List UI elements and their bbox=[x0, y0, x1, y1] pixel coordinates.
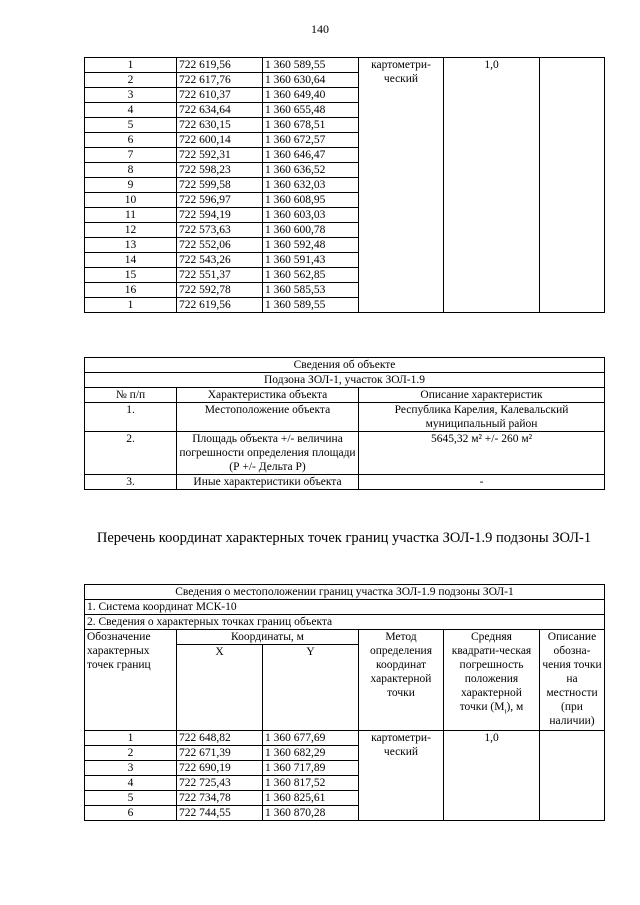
point-number: 5 bbox=[85, 118, 177, 133]
x-coordinate: 722 552,06 bbox=[177, 238, 263, 253]
point-number: 3 bbox=[85, 88, 177, 103]
point-number: 11 bbox=[85, 208, 177, 223]
characteristic-cell: Площадь объекта +/- величина погрешности определения площади (Р +/- Дельта Р) bbox=[177, 432, 359, 475]
x-coordinate: 722 598,23 bbox=[177, 163, 263, 178]
x-coordinate: 722 551,37 bbox=[177, 268, 263, 283]
x-coordinate: 722 543,26 bbox=[177, 253, 263, 268]
y-coordinate: 1 360 677,69 bbox=[263, 731, 359, 746]
point-number: 1 bbox=[85, 58, 177, 73]
header-number: № п/п bbox=[85, 388, 177, 403]
point-number: 7 bbox=[85, 148, 177, 163]
header-error: Средняя квадрати-ческая погрешность положения характерной точки $(M_t)$, м bbox=[444, 630, 540, 731]
x-coordinate: 722 600,14 bbox=[177, 133, 263, 148]
y-coordinate: 1 360 649,40 bbox=[263, 88, 359, 103]
header-characteristic: Характеристика объекта bbox=[177, 388, 359, 403]
y-coordinate: 1 360 636,52 bbox=[263, 163, 359, 178]
x-coordinate: 722 599,58 bbox=[177, 178, 263, 193]
point-number: 15 bbox=[85, 268, 177, 283]
row-number: 3. bbox=[85, 475, 177, 490]
y-coordinate: 1 360 562,85 bbox=[263, 268, 359, 283]
x-coordinate: 722 671,39 bbox=[177, 746, 263, 761]
point-number: 1 bbox=[85, 298, 177, 313]
points-info-line: 2. Сведения о характерных точках границ объекта bbox=[85, 615, 605, 630]
y-coordinate: 1 360 682,29 bbox=[263, 746, 359, 761]
y-coordinate: 1 360 678,51 bbox=[263, 118, 359, 133]
boundary-table-title: Сведения о местоположении границ участка ЗОЛ-1.9 подзоны ЗОЛ-1 bbox=[85, 585, 605, 600]
x-coordinate: 722 573,63 bbox=[177, 223, 263, 238]
x-coordinate: 722 744,55 bbox=[177, 806, 263, 821]
x-coordinate: 722 610,37 bbox=[177, 88, 263, 103]
y-coordinate: 1 360 632,03 bbox=[263, 178, 359, 193]
point-number: 13 bbox=[85, 238, 177, 253]
description-cell: 5645,32 м² +/- 260 м² bbox=[359, 432, 605, 475]
header-description: Описание обозна-чения точки на местности (при наличии) bbox=[540, 630, 605, 731]
error-cell: 1,0 bbox=[444, 731, 540, 821]
y-coordinate: 1 360 592,48 bbox=[263, 238, 359, 253]
point-number: 4 bbox=[85, 103, 177, 118]
object-info-title: Сведения об объекте bbox=[85, 358, 605, 373]
x-coordinate: 722 630,15 bbox=[177, 118, 263, 133]
x-coordinate: 722 592,78 bbox=[177, 283, 263, 298]
coordinates-table-continued bbox=[84, 57, 605, 313]
point-number: 16 bbox=[85, 283, 177, 298]
point-number: 6 bbox=[85, 806, 177, 821]
y-coordinate: 1 360 655,48 bbox=[263, 103, 359, 118]
error-cell: 1,0 bbox=[444, 58, 540, 313]
y-coordinate: 1 360 591,43 bbox=[263, 253, 359, 268]
coordinate-system-line: 1. Система координат МСК-10 bbox=[85, 600, 605, 615]
header-point: Обозначение характерных точек границ bbox=[85, 630, 177, 731]
coordinate-row bbox=[85, 731, 605, 746]
y-coordinate: 1 360 717,89 bbox=[263, 761, 359, 776]
x-coordinate: 722 619,56 bbox=[177, 58, 263, 73]
x-coordinate: 722 634,64 bbox=[177, 103, 263, 118]
x-coordinate: 722 648,82 bbox=[177, 731, 263, 746]
y-coordinate: 1 360 672,57 bbox=[263, 133, 359, 148]
y-coordinate: 1 360 825,61 bbox=[263, 791, 359, 806]
header-method: Метод определения координат характерной точки bbox=[359, 630, 444, 731]
object-info-subtitle: Подзона ЗОЛ-1, участок ЗОЛ-1.9 bbox=[85, 373, 605, 388]
y-coordinate: 1 360 817,52 bbox=[263, 776, 359, 791]
description-cell: Республика Карелия, Калевальский муниципальный район bbox=[359, 403, 605, 432]
point-number: 9 bbox=[85, 178, 177, 193]
y-coordinate: 1 360 589,55 bbox=[263, 298, 359, 313]
point-number: 2 bbox=[85, 746, 177, 761]
description-cell bbox=[540, 731, 605, 821]
description-cell bbox=[540, 58, 605, 313]
x-coordinate: 722 619,56 bbox=[177, 298, 263, 313]
characteristic-cell: Иные характеристики объекта bbox=[177, 475, 359, 490]
y-coordinate: 1 360 630,64 bbox=[263, 73, 359, 88]
row-number: 2. bbox=[85, 432, 177, 475]
coordinate-row bbox=[85, 58, 605, 73]
x-coordinate: 722 617,76 bbox=[177, 73, 263, 88]
point-number: 5 bbox=[85, 791, 177, 806]
method-cell: картометри- ческий bbox=[359, 731, 444, 821]
y-coordinate: 1 360 870,28 bbox=[263, 806, 359, 821]
y-coordinate: 1 360 589,55 bbox=[263, 58, 359, 73]
row-number: 1. bbox=[85, 403, 177, 432]
point-number: 8 bbox=[85, 163, 177, 178]
x-coordinate: 722 734,78 bbox=[177, 791, 263, 806]
x-coordinate: 722 596,97 bbox=[177, 193, 263, 208]
y-coordinate: 1 360 600,78 bbox=[263, 223, 359, 238]
x-coordinate: 722 725,43 bbox=[177, 776, 263, 791]
description-cell: - bbox=[359, 475, 605, 490]
y-coordinate: 1 360 646,47 bbox=[263, 148, 359, 163]
characteristic-cell: Местоположение объекта bbox=[177, 403, 359, 432]
y-coordinate: 1 360 603,03 bbox=[263, 208, 359, 223]
x-coordinate: 722 690,19 bbox=[177, 761, 263, 776]
method-cell: картометри- ческий bbox=[359, 58, 444, 313]
object-info-table bbox=[84, 357, 605, 490]
header-description: Описание характеристик bbox=[359, 388, 605, 403]
point-number: 10 bbox=[85, 193, 177, 208]
x-coordinate: 722 592,31 bbox=[177, 148, 263, 163]
point-number: 4 bbox=[85, 776, 177, 791]
point-number: 14 bbox=[85, 253, 177, 268]
y-coordinate: 1 360 585,53 bbox=[263, 283, 359, 298]
point-number: 1 bbox=[85, 731, 177, 746]
x-coordinate: 722 594,19 bbox=[177, 208, 263, 223]
header-x: X bbox=[177, 645, 263, 731]
section-heading: Перечень координат характерных точек границ участка ЗОЛ-1.9 подзоны ЗОЛ-1 bbox=[96, 530, 592, 546]
boundary-coordinates-table bbox=[84, 584, 605, 821]
point-number: 12 bbox=[85, 223, 177, 238]
point-number: 3 bbox=[85, 761, 177, 776]
point-number: 2 bbox=[85, 73, 177, 88]
header-coordinates: Координаты, м bbox=[177, 630, 359, 645]
point-number: 6 bbox=[85, 133, 177, 148]
y-coordinate: 1 360 608,95 bbox=[263, 193, 359, 208]
page-number: 140 bbox=[311, 22, 329, 36]
header-y: Y bbox=[263, 645, 359, 731]
